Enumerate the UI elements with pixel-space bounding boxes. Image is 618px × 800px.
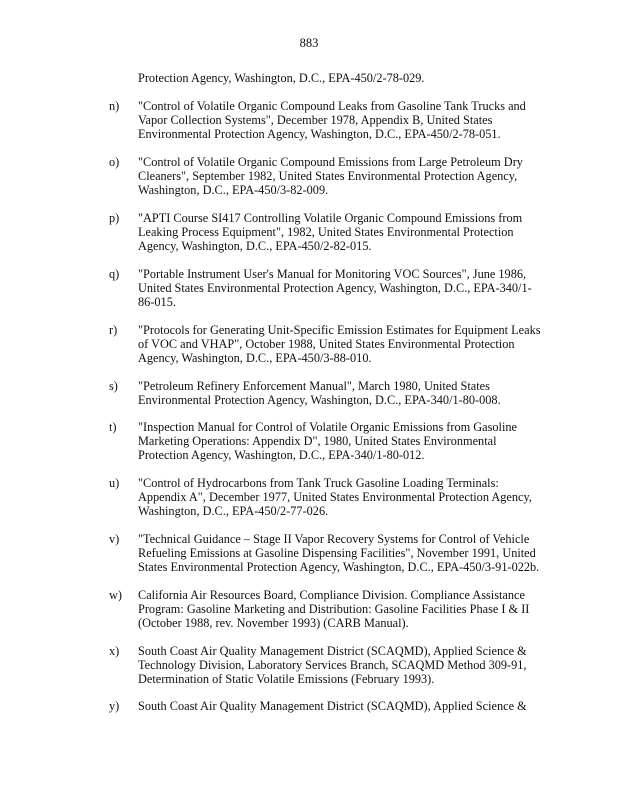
reference-line: "Petroleum Refinery Enforcement Manual", March 1980, United States bbox=[138, 379, 490, 393]
reference-line: Agency, Washington, D.C., EPA-450/3-88-010. bbox=[138, 350, 372, 365]
reference-line: United States Environmental Protection Agency, Washington, D.C., EPA-340/1- bbox=[138, 280, 532, 295]
reference-letter: p) bbox=[109, 211, 120, 225]
reference-line: "Control of Volatile Organic Compound Leaks from Gasoline Tank Trucks and bbox=[138, 99, 526, 113]
reference-line: Program: Gasoline Marketing and Distribution: Gasoline Facilities Phase I & II bbox=[138, 601, 530, 616]
reference-line: 86-015. bbox=[138, 294, 176, 309]
reference-letter: q) bbox=[109, 267, 120, 281]
reference-line: "Technical Guidance – Stage II Vapor Recovery Systems for Control of Vehicle bbox=[138, 532, 530, 546]
reference-line: of VOC and VHAP", October 1988, United States Environmental Protection bbox=[138, 336, 515, 351]
reference-line: "APTI Course SI417 Controlling Volatile Organic Compound Emissions from bbox=[138, 211, 523, 225]
reference-line: Protection Agency, Washington, D.C., EPA-450/2-78-029. bbox=[138, 71, 425, 85]
reference-letter: u) bbox=[109, 476, 120, 490]
reference-line: "Control of Volatile Organic Compound Emissions from Large Petroleum Dry bbox=[138, 155, 523, 169]
reference-letter: v) bbox=[109, 532, 120, 546]
reference-line: Technology Division, Laboratory Services Branch, SCAQMD Method 309-91, bbox=[138, 657, 527, 672]
reference-line: South Coast Air Quality Management District (SCAQMD), Applied Science & bbox=[138, 699, 527, 713]
reference-line: California Air Resources Board, Compliance Division. Compliance Assistance bbox=[138, 588, 525, 602]
reference-letter: w) bbox=[109, 588, 122, 602]
reference-line: Protection Agency, Washington, D.C., EPA-340/1-80-012. bbox=[138, 447, 425, 462]
reference-line: "Inspection Manual for Control of Volatile Organic Emissions from Gasoline bbox=[138, 420, 517, 434]
reference-line: Appendix A", December 1977, United States Environmental Protection Agency, bbox=[138, 489, 532, 504]
reference-line: "Protocols for Generating Unit-Specific Emission Estimates for Equipment Leaks bbox=[138, 323, 541, 337]
page-number: 883 bbox=[299, 36, 319, 50]
reference-line: Determination of Static Volatile Emissions (February 1993). bbox=[138, 671, 435, 686]
reference-line: Environmental Protection Agency, Washington, D.C., EPA-450/2-78-051. bbox=[138, 126, 501, 141]
reference-line: Environmental Protection Agency, Washington, D.C., EPA-340/1-80-008. bbox=[138, 392, 501, 407]
reference-line: Leaking Process Equipment", 1982, United States Environmental Protection bbox=[138, 224, 514, 239]
reference-line: (October 1988, rev. November 1993) (CARB Manual). bbox=[138, 615, 409, 630]
reference-line: "Control of Hydrocarbons from Tank Truck Gasoline Loading Terminals: bbox=[138, 476, 499, 490]
reference-line: "Portable Instrument User's Manual for Monitoring VOC Sources", June 1986, bbox=[138, 267, 527, 281]
reference-letter: s) bbox=[109, 379, 118, 393]
reference-letter: o) bbox=[109, 155, 120, 169]
reference-line: Agency, Washington, D.C., EPA-450/2-82-015. bbox=[138, 238, 372, 253]
reference-letter: n) bbox=[109, 99, 120, 113]
reference-letter: t) bbox=[109, 420, 117, 434]
reference-line: Marketing Operations: Appendix D", 1980, United States Environmental bbox=[138, 433, 497, 448]
reference-line: Refueling Emissions at Gasoline Dispensing Facilities", November 1991, United bbox=[138, 545, 536, 560]
reference-line: Washington, D.C., EPA-450/3-82-009. bbox=[138, 182, 329, 197]
reference-line: Washington, D.C., EPA-450/2-77-026. bbox=[138, 503, 329, 518]
reference-letter: x) bbox=[109, 644, 120, 658]
reference-line: States Environmental Protection Agency, Washington, D.C., EPA-450/3-91-022b. bbox=[138, 559, 540, 574]
reference-line: Cleaners", September 1982, United States Environmental Protection Agency, bbox=[138, 168, 518, 183]
reference-line: South Coast Air Quality Management District (SCAQMD), Applied Science & bbox=[138, 644, 527, 658]
reference-letter: r) bbox=[109, 323, 118, 337]
reference-line: Vapor Collection Systems", December 1978, Appendix B, United States bbox=[138, 112, 493, 127]
reference-letter: y) bbox=[109, 699, 120, 713]
